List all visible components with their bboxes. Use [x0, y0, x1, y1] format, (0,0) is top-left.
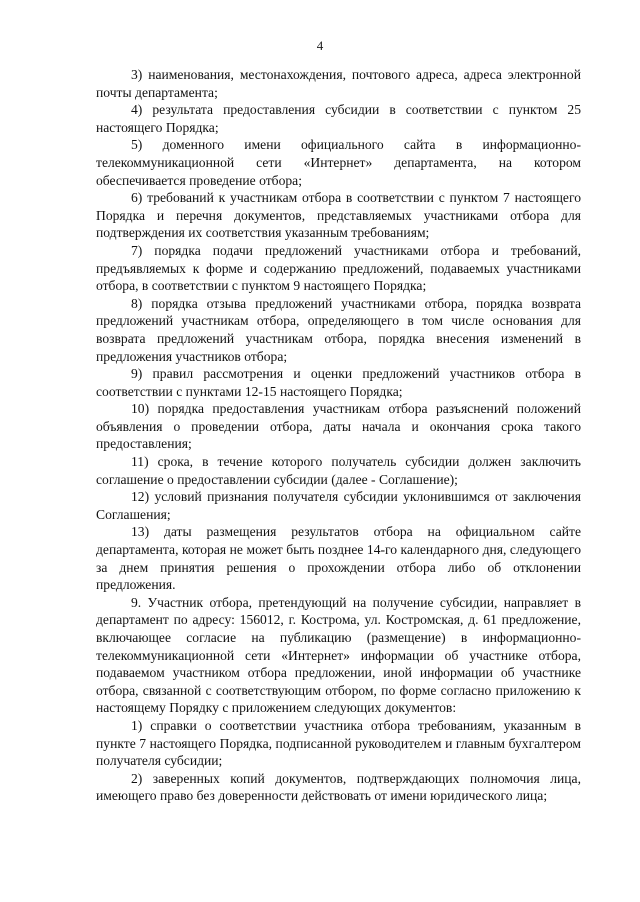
list-item-3: 3) наименования, местонахождения, почтового адреса, адреса электронной почты департамента; [96, 67, 581, 100]
list-item-4: 4) результата предоставления субсидии в соответствии с пунктом 25 настоящего Порядка; [96, 102, 581, 135]
document-item-2: 2) заверенных копий документов, подтверждающих полномочия лица, имеющего право без доверенности действовать от имени юридического лица; [96, 770, 581, 804]
list-item-8: 8) порядка отзыва предложений участниками отбора, порядка возврата предложений участникам отбора, определяющего в том числе основания для возврата предложений участникам отбора, порядка внесения изменений в предложения участников отбора; [96, 295, 581, 364]
list-item-13: 13) даты размещения результатов отбора на официальном сайте департамента, которая не может быть позднее 14-го календарного дня, следующего за днем принятия решения о прохождении отбора либо об отклонении предложения. [96, 524, 581, 593]
list-item-11: 11) срока, в течение которого получатель субсидии должен заключить соглашение о предоставлении субсидии (далее - Соглашение); [96, 454, 581, 487]
section-9-paragraph: 9. Участник отбора, претендующий на получение субсидии, направляет в департамент по адресу: 156012, г. Кострома, ул. Костромская, д. 61 предложение, включающее согласие на публикацию (размещение) в информационно-телекоммуникационной сети «Интернет» информации об участнике отбора, подаваемом участником отбора предложении, иной информации об участнике отбора, связанной с соответствующим отбором, по форме согласно приложению к настоящему Порядку с приложением следующих документов: [96, 594, 581, 716]
list-item-6: 6) требований к участникам отбора в соответствии с пунктом 7 настоящего Порядка и перечня документов, представляемых участниками отбора для подтверждения их соответствия указанным требованиям; [96, 190, 581, 241]
list-item-9: 9) правил рассмотрения и оценки предложений участников отбора в соответствии с пунктами 12-15 настоящего Порядка; [96, 366, 581, 399]
page-number: 4 [316, 38, 324, 53]
list-item-10: 10) порядка предоставления участникам отбора разъяснений положений объявления о проведении отбора, даты начала и окончания срока такого предоставления; [96, 401, 581, 452]
list-item-12: 12) условий признания получателя субсидии уклонившимся от заключения Соглашения; [96, 489, 581, 522]
list-item-7: 7) порядка подачи предложений участниками отбора и требований, предъявляемых к форме и содержанию предложений, подаваемых участниками отбора, в соответствии с пунктом 9 настоящего Порядка; [96, 242, 581, 294]
document-item-1: 1) справки о соответствии участника отбора требованиям, указанным в пункте 7 настоящего Порядка, подписанной руководителем и главным бухгалтером получателя субсидии; [96, 717, 581, 769]
list-item-5: 5) доменного имени официального сайта в информационно-телекоммуникационной сети «Интернет» департамента, на котором обеспечивается проведение отбора; [96, 137, 581, 188]
document-body [96, 66, 581, 805]
